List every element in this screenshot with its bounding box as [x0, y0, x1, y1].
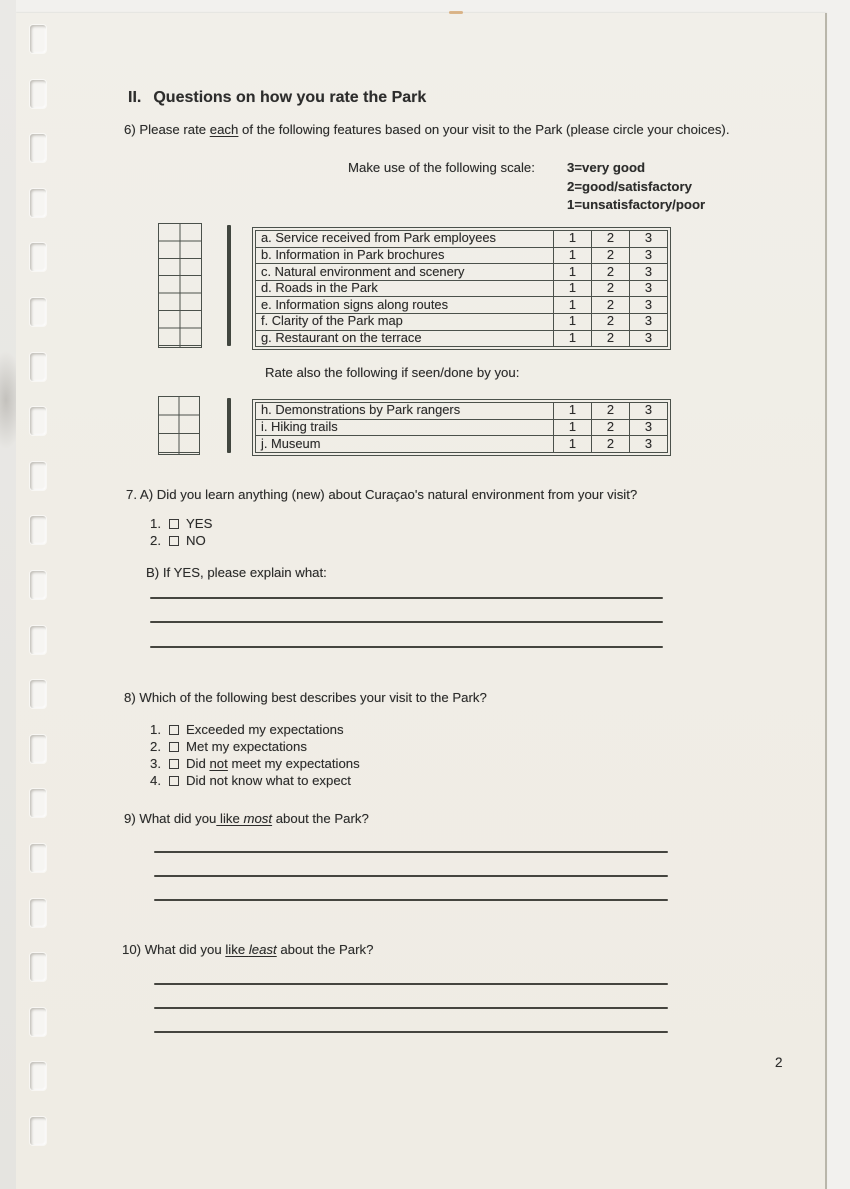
checkbox-option: [150, 721, 360, 738]
binding-hole: [30, 1008, 46, 1036]
question-7-options: [150, 515, 212, 549]
rating-row: [256, 403, 668, 420]
rating-option-2[interactable]: 2: [592, 403, 630, 420]
rating-scale-legend: [567, 159, 705, 215]
question-10-answer-lines: [154, 983, 668, 1034]
question-7-text: 7. A) Did you learn anything (new) about Curaçao's natural environment from your visit?: [126, 487, 638, 502]
checkbox-option: [150, 772, 360, 789]
rating-row-label: i. Hiking trails: [256, 419, 554, 436]
section-number: II.: [128, 89, 142, 106]
question-8-text: 8) Which of the following best describes your visit to the Park?: [124, 690, 487, 705]
option-number: 2.: [150, 739, 161, 754]
rating-option-3[interactable]: 3: [630, 436, 668, 453]
binding-hole: [30, 80, 46, 108]
binding-hole: [30, 462, 46, 490]
binding-hole: [30, 516, 46, 544]
option-label: NO: [186, 533, 206, 548]
rating-option-1[interactable]: 1: [554, 280, 592, 297]
rating-option-1[interactable]: 1: [554, 313, 592, 330]
binding-hole: [30, 680, 46, 708]
scale-item: 2=good/satisfactory: [567, 178, 692, 194]
checkbox-icon[interactable]: [169, 759, 179, 769]
question-8-options: [150, 721, 360, 789]
binding-hole: [30, 571, 46, 599]
checkbox-icon[interactable]: [169, 725, 179, 735]
rating-option-3[interactable]: 3: [630, 297, 668, 314]
answer-line[interactable]: [154, 1031, 668, 1033]
divider-bar: [227, 398, 231, 453]
rating-option-1[interactable]: 1: [554, 264, 592, 281]
rating-row: [256, 264, 668, 281]
option-label: Exceeded my expectations: [186, 722, 344, 737]
answer-line[interactable]: [154, 899, 668, 901]
option-number: 1.: [150, 722, 161, 737]
option-number: 3.: [150, 756, 161, 771]
answer-line[interactable]: [150, 597, 663, 599]
rating-option-3[interactable]: 3: [630, 280, 668, 297]
rating-row: [256, 247, 668, 264]
rating-row-label: c. Natural environment and scenery: [256, 264, 554, 281]
rating-option-3[interactable]: 3: [630, 264, 668, 281]
rating-row: [256, 231, 668, 248]
rating-option-2[interactable]: 2: [592, 264, 630, 281]
rating-option-2[interactable]: 2: [592, 436, 630, 453]
rating-row-label: b. Information in Park brochures: [256, 247, 554, 264]
binding-hole: [30, 243, 46, 271]
option-label: Did not know what to expect: [186, 773, 351, 788]
rating-row-label: g. Restaurant on the terrace: [256, 330, 554, 347]
checkbox-icon[interactable]: [169, 776, 179, 786]
rating-option-2[interactable]: 2: [592, 247, 630, 264]
rating-option-2[interactable]: 2: [592, 280, 630, 297]
binding-hole: [30, 353, 46, 381]
rating-option-2[interactable]: 2: [592, 419, 630, 436]
rating-option-2[interactable]: 2: [592, 313, 630, 330]
rating-option-1[interactable]: 1: [554, 419, 592, 436]
answer-line[interactable]: [154, 851, 668, 853]
answer-line[interactable]: [150, 621, 663, 623]
checkbox-icon[interactable]: [169, 536, 179, 546]
office-use-grid-cells: [159, 224, 201, 347]
rating-option-3[interactable]: 3: [630, 330, 668, 347]
rating-row-label: a. Service received from Park employees: [256, 231, 554, 248]
binding-hole: [30, 626, 46, 654]
section-heading: [128, 89, 426, 107]
answer-line[interactable]: [154, 983, 668, 985]
rating-row: [256, 330, 668, 347]
option-number: 1.: [150, 516, 161, 531]
question-9-text: 9) What did you like most about the Park?: [124, 811, 369, 826]
rating-option-1[interactable]: 1: [554, 231, 592, 248]
question-7b-label: B) If YES, please explain what:: [146, 565, 327, 580]
rating-row-label: d. Roads in the Park: [256, 280, 554, 297]
office-use-grid-1: [158, 223, 202, 348]
rating-option-1[interactable]: 1: [554, 297, 592, 314]
scale-item: 1=unsatisfactory/poor: [567, 197, 706, 213]
page-number: 2: [775, 1055, 783, 1070]
rating-row: [256, 436, 668, 453]
binding-hole: [30, 1062, 46, 1090]
divider-bar: [227, 225, 231, 346]
checkbox-option: [150, 738, 360, 755]
option-number: 4.: [150, 773, 161, 788]
rating-row-label: j. Museum: [256, 436, 554, 453]
rating-option-3[interactable]: 3: [630, 403, 668, 420]
rating-row: [256, 419, 668, 436]
question-9-answer-lines: [154, 851, 668, 902]
answer-line[interactable]: [154, 875, 668, 877]
checkbox-option: [150, 532, 212, 549]
rating-option-3[interactable]: 3: [630, 247, 668, 264]
rating-row-label: e. Information signs along routes: [256, 297, 554, 314]
binding-hole: [30, 407, 46, 435]
rating-row: [256, 297, 668, 314]
binding-hole: [30, 25, 46, 53]
binding-hole: [30, 189, 46, 217]
rating-option-1[interactable]: 1: [554, 247, 592, 264]
binding-hole: [30, 789, 46, 817]
question-6-text: 6) Please rate each of the following features based on your visit to the Park (please circle your choices).: [124, 122, 730, 137]
scale-item: 3=very good: [567, 160, 646, 175]
binding-hole: [30, 735, 46, 763]
rating-row: [256, 280, 668, 297]
scan-artifact: [449, 11, 463, 14]
checkbox-icon[interactable]: [169, 519, 179, 529]
option-label: Did not meet my expectations: [186, 756, 360, 771]
rating-scale-intro: Make use of the following scale:: [348, 160, 535, 175]
binding-hole: [30, 953, 46, 981]
rating-option-2[interactable]: 2: [592, 330, 630, 347]
question-10-text: 10) What did you like least about the Park?: [122, 942, 374, 957]
rating-option-1[interactable]: 1: [554, 436, 592, 453]
rating-table-main: [252, 227, 671, 350]
rating-option-3[interactable]: 3: [630, 419, 668, 436]
checkbox-option: [150, 755, 360, 772]
binding-hole: [30, 844, 46, 872]
rating-option-1[interactable]: 1: [554, 330, 592, 347]
question-7b-answer-lines: [150, 597, 663, 649]
binding-hole: [30, 134, 46, 162]
office-use-grid-2: [158, 396, 200, 455]
answer-line[interactable]: [150, 646, 663, 648]
option-number: 2.: [150, 533, 161, 548]
checkbox-icon[interactable]: [169, 742, 179, 752]
rating-row-label: h. Demonstrations by Park rangers: [256, 403, 554, 420]
rating-table-optional: [252, 399, 671, 456]
office-use-grid-cells: [159, 397, 199, 454]
answer-line[interactable]: [154, 1007, 668, 1009]
binding-hole: [30, 1117, 46, 1145]
binding-hole: [30, 298, 46, 326]
rating-row-label: f. Clarity of the Park map: [256, 313, 554, 330]
rating-option-2[interactable]: 2: [592, 297, 630, 314]
checkbox-option: [150, 515, 212, 532]
rating-option-2[interactable]: 2: [592, 231, 630, 248]
binding-hole: [30, 899, 46, 927]
rating-option-3[interactable]: 3: [630, 231, 668, 248]
rating-row: [256, 313, 668, 330]
option-label: YES: [186, 516, 213, 531]
option-label: Met my expectations: [186, 739, 307, 754]
rating-option-3[interactable]: 3: [630, 313, 668, 330]
rating-table-optional-caption: Rate also the following if seen/done by you:: [265, 365, 520, 380]
section-title: Questions on how you rate the Park: [153, 89, 427, 106]
rating-option-1[interactable]: 1: [554, 403, 592, 420]
